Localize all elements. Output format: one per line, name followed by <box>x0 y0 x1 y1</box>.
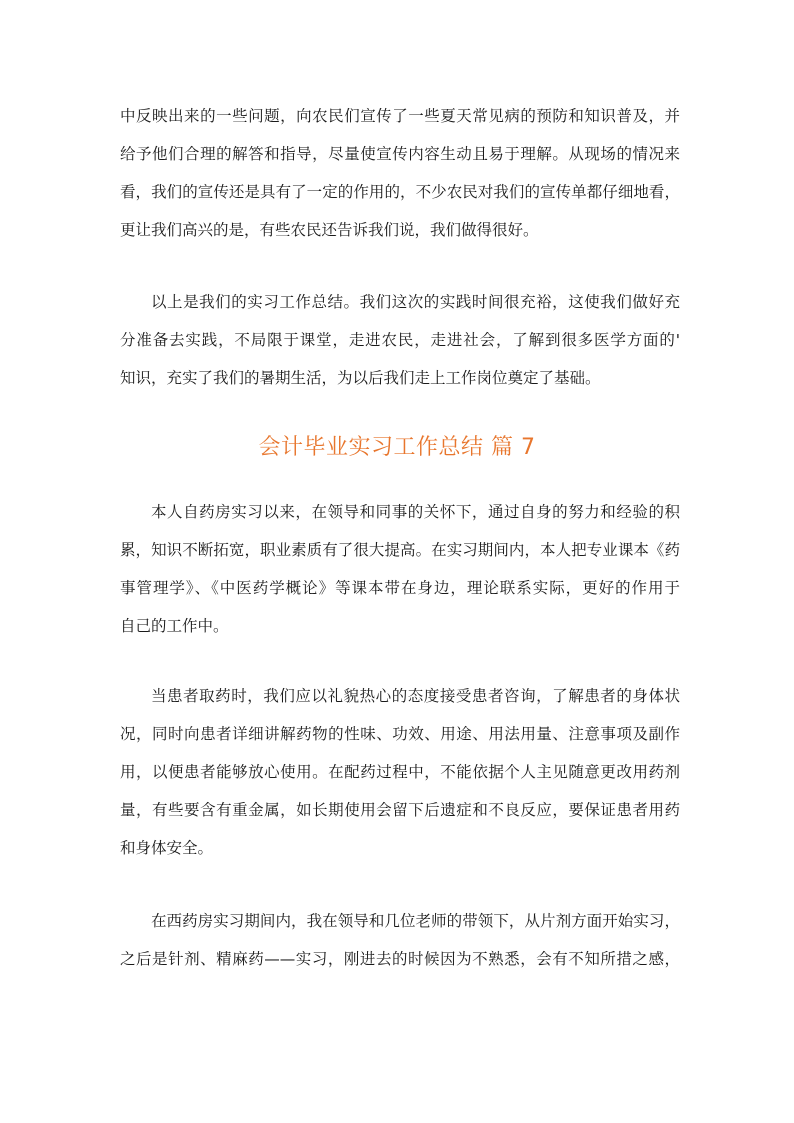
paragraph-line: 更让我们高兴的是，有些农民还告诉我们说，我们做得很好。 <box>120 221 539 239</box>
paragraph-line: 之后是针剂、精麻药——实习，刚进去的时候因为不熟悉，会有不知所措之感， <box>120 950 680 968</box>
paragraph-line: 知识，充实了我们的暑期生活，为以后我们走上工作岗位奠定了基础。 <box>120 369 601 387</box>
paragraph-line: 中反映出来的一些问题，向农民们宣传了一些夏天常见病的预防和知识普及，并 <box>120 107 680 125</box>
paragraph-line: 量，有些要含有重金属，如长期使用会留下后遗症和不良反应，要保证患者用药 <box>120 801 680 819</box>
paragraph-line: 自己的工作中。 <box>120 617 229 635</box>
paragraph-line: 况，同时向患者详细讲解药物的性味、功效、用途、用法用量、注意事项及副作 <box>120 725 680 743</box>
paragraph-line: 给予他们合理的解答和指导，尽量使宣传内容生动且易于理解。从现场的情况来 <box>120 145 680 163</box>
paragraph-1 <box>120 97 680 249</box>
paragraph-line: 和身体安全。 <box>120 839 214 857</box>
paragraph-line: 看，我们的宣传还是具有了一定的作用的，不少农民对我们的宣传单都仔细地看， <box>120 183 680 201</box>
paragraph-line: 分准备去实践，不局限于课堂，走进农民，走进社会，了解到很多医学方面的' <box>120 331 680 349</box>
paragraph-line: 用，以便患者能够放心使用。在配药过程中，不能依据个人主见随意更改用药剂 <box>120 763 680 781</box>
paragraph-4 <box>120 677 680 867</box>
paragraph-line: 累，知识不断拓宽，职业素质有了很大提高。在实习期间内，本人把专业课本《药 <box>120 541 680 559</box>
paragraph-line: 本人自药房实习以来，在领导和同事的关怀下，通过自身的努力和经验的积 <box>151 503 680 521</box>
paragraph-line: 事管理学》、《中医药学概论》等课本带在身边，理论联系实际，更好的作用于 <box>120 579 680 597</box>
paragraph-5 <box>120 902 680 978</box>
paragraph-line: 当患者取药时，我们应以礼貌热心的态度接受患者咨询，了解患者的身体状 <box>151 687 680 705</box>
section-heading: 会计毕业实习工作总结 篇 7 <box>258 435 536 460</box>
paragraph-line: 在西药房实习期间内，我在领导和几位老师的带领下，从片剂方面开始实习， <box>151 912 680 930</box>
paragraph-2 <box>120 283 680 397</box>
paragraph-line: 以上是我们的实习工作总结。我们这次的实践时间很充裕，这使我们做好充 <box>151 293 680 311</box>
paragraph-3 <box>120 493 680 645</box>
